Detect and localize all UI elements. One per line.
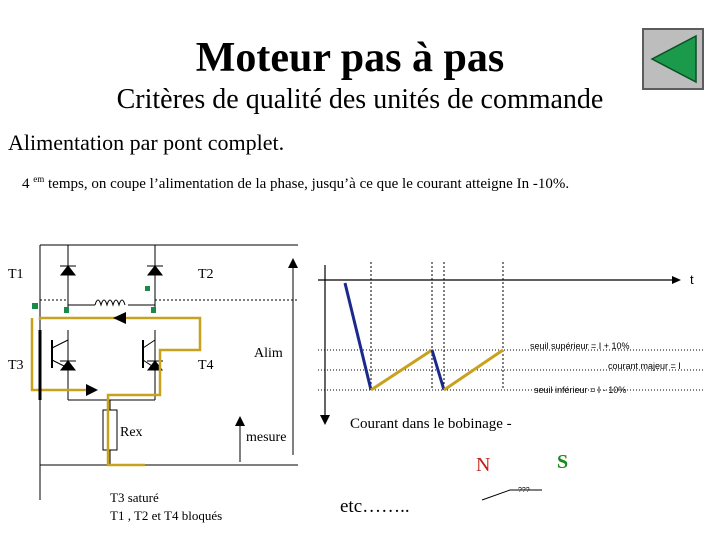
back-triangle-icon: [644, 30, 702, 88]
stamp-text: ???: [518, 487, 530, 494]
time-axis-label: t: [690, 272, 694, 287]
step-number: 4: [22, 176, 30, 192]
label-t1: T1: [8, 267, 24, 282]
slide-subtitle: Critères de qualité des unités de commande: [116, 84, 604, 115]
state-line-1: T3 saturé: [110, 490, 159, 505]
major-current-label: courant majeur = I: [608, 361, 681, 371]
north-pole-label: N: [476, 454, 491, 476]
current-waveform: [310, 255, 710, 435]
label-rex: Rex: [120, 425, 143, 440]
label-t2: T2: [198, 267, 214, 282]
slide-title: Moteur pas à pas: [195, 35, 505, 81]
step-superscript: em: [33, 174, 45, 184]
state-line-2: T1 , T2 et T4 bloqués: [110, 508, 223, 523]
etc-text: etc……..: [340, 496, 410, 517]
graph-caption: Courant dans le bobinage -: [350, 416, 512, 432]
step-text: temps, on coupe l’alimentation de la phase, jusqu’à ce que le courant atteigne In -10%.: [44, 176, 570, 192]
upper-threshold-label: seuil supérieur = I + 10%: [530, 341, 630, 351]
south-pole-label: S: [557, 451, 569, 473]
label-t3: T3: [8, 358, 24, 373]
label-mesure: mesure: [246, 430, 287, 445]
step-description: [22, 174, 569, 193]
label-alim: Alim: [254, 346, 283, 361]
label-t4: T4: [198, 358, 214, 373]
lower-threshold-label: seuil inférieur = I - 10%: [534, 385, 627, 395]
section-heading: Alimentation par pont complet.: [8, 130, 285, 155]
previous-slide-button[interactable]: [642, 28, 704, 90]
